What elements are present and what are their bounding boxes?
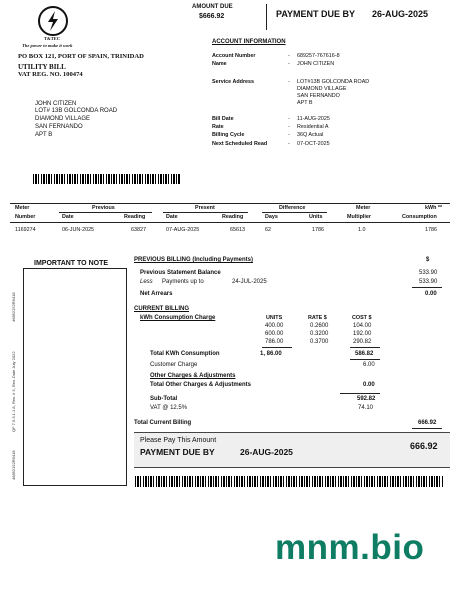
meter-header-meter: Meter <box>15 205 30 211</box>
subtotal-rule <box>340 393 380 394</box>
billing-cycle: 36Q Actual <box>297 132 324 138</box>
service-address-line: DIAMOND VILLAGE <box>297 86 347 92</box>
meter-header-prev-reading: Reading <box>124 214 146 220</box>
tier-cost: 192.00 <box>353 331 372 337</box>
vat-label: VAT @ 12.5% <box>150 405 188 411</box>
total-current-rule <box>412 428 442 429</box>
pay-amount-label: Please Pay This Amount <box>140 437 217 444</box>
account-number-dash: - <box>288 53 290 59</box>
pay-box-due-date: 26-AUG-2025 <box>240 447 293 457</box>
tier-rate: 0.2600 <box>310 323 329 329</box>
tier-rate: 0.3700 <box>310 339 329 345</box>
total-kwh-cost: 586.82 <box>355 351 374 357</box>
dollar-header: $ <box>426 257 430 263</box>
net-arrears-label: Net Arrears <box>140 291 173 297</box>
rate-label: Rate <box>212 124 224 130</box>
billing-cycle-label: Billing Cycle <box>212 132 245 138</box>
meter-header-consumption: Consumption <box>402 214 437 220</box>
total-current-value: 666.92 <box>418 420 437 426</box>
account-number-label: Account Number <box>212 53 256 59</box>
pay-box-due-label: PAYMENT DUE BY <box>140 447 215 457</box>
meter-pres-date: 07-AUG-2025 <box>166 227 200 233</box>
company-tagline: The power to make it work <box>22 43 73 48</box>
rate-dash: - <box>288 124 290 130</box>
customer-charge-label: Customer Charge <box>150 362 198 368</box>
tier-units: 600.00 <box>265 331 284 337</box>
meter-group-rule <box>262 212 327 213</box>
meter-header-pres-reading: Reading <box>222 214 244 220</box>
subtotal-label: Sub-Total <box>150 396 178 402</box>
service-address-label: Service Address <box>212 79 255 85</box>
meter-table-top-rule <box>10 203 450 204</box>
total-current-label: Total Current Billing <box>134 420 192 426</box>
amount-due-label: AMOUNT DUE <box>192 4 233 10</box>
meter-header-previous: Previous <box>92 205 115 211</box>
account-info-title: ACCOUNT INFORMATION <box>212 39 286 45</box>
net-arrears-value: 0.00 <box>425 291 437 297</box>
next-read-dash: - <box>288 141 290 147</box>
side-code: QF 7.5.3.1.1 A, Rev. # 3, Rev. Date July 2022 <box>11 351 16 432</box>
meter-header-multiplier: Multiplier <box>347 214 371 220</box>
bill-date: 11-AUG-2025 <box>297 116 330 122</box>
col-cost: COST $ <box>352 315 372 321</box>
other-charges-title: Other Charges & Adjustments <box>150 373 236 379</box>
tier-rate: 0.3200 <box>310 331 329 337</box>
name-label: Name <box>212 61 227 67</box>
important-note-box <box>23 268 127 486</box>
meter-days: 62 <box>265 227 271 233</box>
bill-date-label: Bill Date <box>212 116 234 122</box>
payment-barcode <box>135 476 443 487</box>
less-label: Less <box>140 279 153 285</box>
meter-prev-date: 06-JUN-2025 <box>62 227 95 233</box>
meter-number: 1169274 <box>15 227 36 233</box>
meter-header-rule <box>10 222 450 223</box>
header-divider <box>266 4 267 30</box>
pay-box-amount: 666.92 <box>410 441 438 451</box>
tier-units: 400.00 <box>265 323 284 329</box>
customer-address-line: JOHN CITIZEN <box>35 101 77 107</box>
tier-cost: 290.82 <box>353 339 372 345</box>
meter-header-difference: Difference <box>279 205 306 211</box>
total-kwh-label: Total KWh Consumption <box>150 351 220 357</box>
billing-cycle-dash: - <box>288 132 290 138</box>
tier-units-rule <box>262 347 292 348</box>
side-code: 46852152R9418 <box>11 450 16 480</box>
meter-group-rule <box>163 212 248 213</box>
amount-due-value: $666.92 <box>199 13 225 20</box>
lightning-bolt-icon <box>40 8 66 34</box>
meter-header-prev-date: Date <box>62 214 74 220</box>
previous-balance-label: Previous Statement Balance <box>140 270 221 276</box>
meter-prev-reading: 63827 <box>131 227 146 233</box>
payment-due-label: PAYMENT DUE BY <box>276 9 356 19</box>
payments-value: 533.90 <box>419 279 438 285</box>
customer-address-line: DIAMOND VILLAGE <box>35 116 91 122</box>
account-number: 689257-767616-8 <box>297 53 340 59</box>
meter-multiplier: 1.0 <box>358 227 366 233</box>
meter-header-kwh: kWh ** <box>425 205 443 211</box>
payments-label: Payments up to <box>162 279 204 285</box>
col-units: UNITS <box>266 315 283 321</box>
total-kwh-units: 1, 86.00 <box>260 351 282 357</box>
meter-consumption: 1786 <box>425 227 437 233</box>
service-address-dash: - <box>288 79 290 85</box>
meter-header-number: Number <box>15 214 36 220</box>
service-address-line: APT B <box>297 100 313 106</box>
logo-text: T&TEC <box>44 36 61 41</box>
meter-group-rule <box>59 212 152 213</box>
previous-balance-value: 533.90 <box>419 270 438 276</box>
total-kwh-rule <box>350 359 380 360</box>
tier-cost: 104.00 <box>353 323 372 329</box>
payments-rule <box>412 287 442 288</box>
address-barcode <box>33 174 180 184</box>
company-logo <box>38 6 68 36</box>
meter-units: 1786 <box>312 227 324 233</box>
important-note-title: IMPORTANT TO NOTE <box>34 260 109 267</box>
service-address-line: LOT#13B GOLCONDA ROAD <box>297 79 370 85</box>
next-read-date: 07-OCT-2025 <box>297 141 330 147</box>
kwh-charge-label: kWh Consumption Charge <box>140 315 216 321</box>
vat-reg-number: VAT REG. NO. 100474 <box>18 71 83 78</box>
current-billing-title: CURRENT BILLING <box>134 306 189 312</box>
bill-date-dash: - <box>288 116 290 122</box>
meter-header-days: Days <box>265 214 278 220</box>
customer-address-line: SAN FERNANDO <box>35 124 83 130</box>
previous-billing-title: PREVIOUS BILLING (Including Payments) <box>134 257 254 263</box>
name-dash: - <box>288 61 290 67</box>
document-title: UTILITY BILL <box>18 63 66 71</box>
meter-header-present: Present <box>195 205 215 211</box>
meter-header-meter-multiplier: Meter <box>356 205 371 211</box>
company-address: PO BOX 121, PORT OF SPAIN, TRINIDAD <box>18 53 144 60</box>
service-address-line: SAN FERNANDO <box>297 93 340 99</box>
meter-header-pres-date: Date <box>166 214 178 220</box>
rate-value: Residential A <box>297 124 329 130</box>
subtotal-value: 592.82 <box>357 396 376 402</box>
watermark-text: mnm.bio <box>275 528 425 567</box>
account-name: JOHN CITIZEN <box>297 61 335 67</box>
meter-pres-reading: 65613 <box>230 227 245 233</box>
total-other-label: Total Other Charges & Adjustments <box>150 382 252 388</box>
payments-date: 24-JUL-2025 <box>232 279 267 285</box>
customer-charge-value: 6.00 <box>363 362 375 368</box>
next-read-label: Next Scheduled Read <box>212 141 268 147</box>
meter-header-units: Units <box>309 214 323 220</box>
tier-cost-rule <box>350 347 380 348</box>
payment-due-date: 26-AUG-2025 <box>372 9 429 19</box>
tier-units: 786.00 <box>265 339 284 345</box>
vat-value: 74.10 <box>358 405 374 411</box>
total-other-value: 0.00 <box>363 382 375 388</box>
customer-address-line: APT B <box>35 132 53 138</box>
col-rate: RATE $ <box>308 315 327 321</box>
customer-address-line: LOT# 13B GOLCONDA ROAD <box>35 108 118 114</box>
side-code: 46852152R9418 <box>11 292 16 322</box>
